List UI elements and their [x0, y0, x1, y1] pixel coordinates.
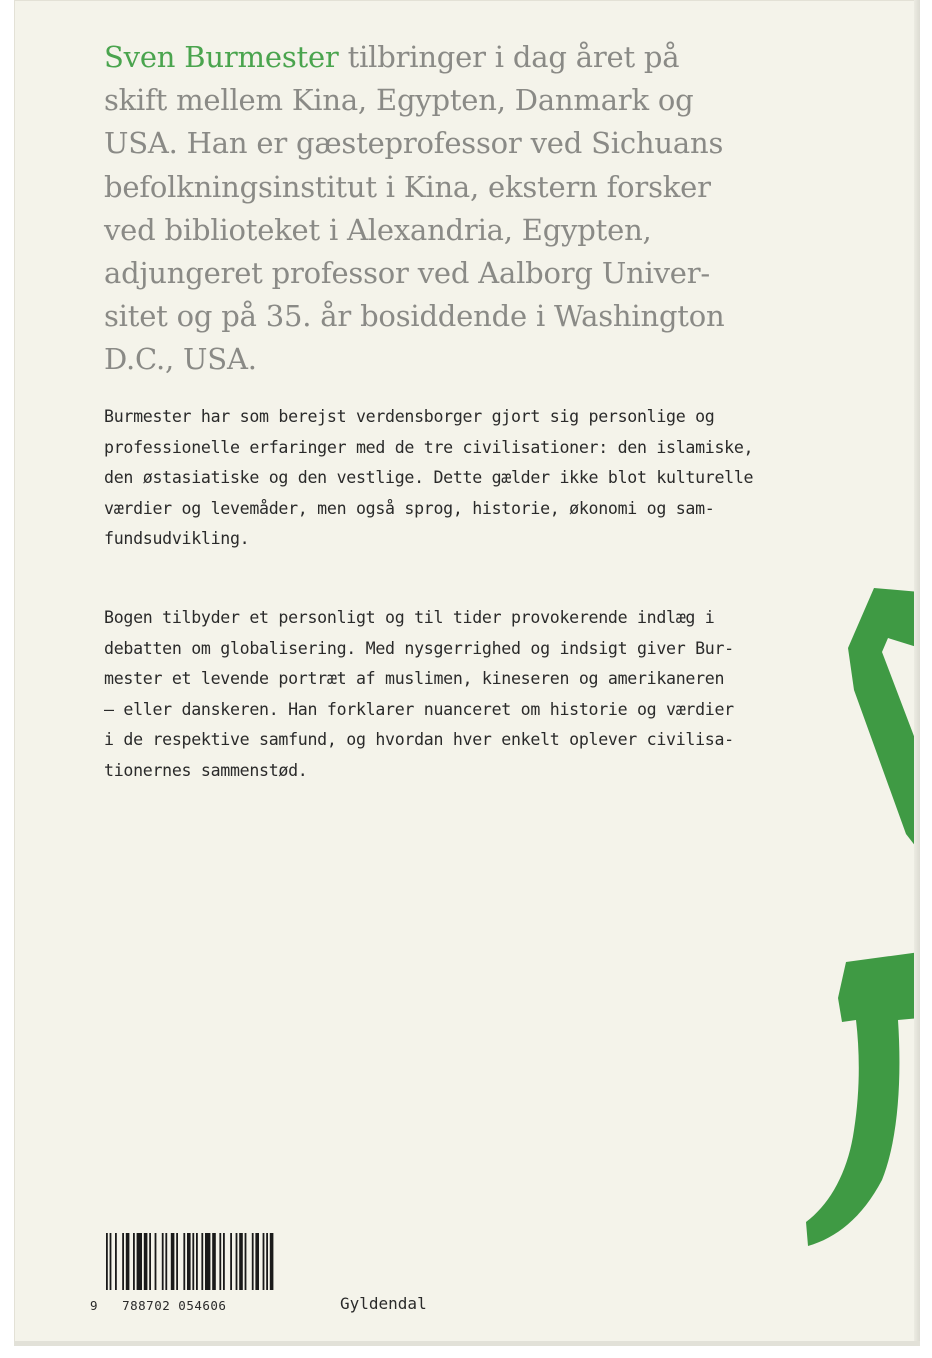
barcode-bar: [176, 1233, 178, 1290]
bio-line-6: adjungeret professor ved Aalborg Univer-: [104, 256, 711, 291]
barcode-bar: [212, 1233, 216, 1290]
bio-line-3: USA. Han er gæsteprofessor ved Sichuans: [104, 126, 724, 161]
barcode-bar: [201, 1233, 203, 1290]
barcode-bar: [263, 1233, 265, 1290]
bio-line-7: sitet og på 35. år bosiddende i Washington: [104, 299, 725, 334]
text-line: fundsudvikling.: [104, 529, 250, 549]
author-name: Sven Burmester: [104, 40, 339, 74]
text-line: værdier og levemåder, men også sprog, historie, økonomi og sam-: [104, 498, 715, 518]
barcode-bar: [266, 1233, 268, 1290]
barcode-bar: [115, 1233, 117, 1290]
barcode-bar: [223, 1233, 225, 1290]
barcode-bar: [171, 1233, 175, 1290]
glyph-upper-stroke: [848, 588, 920, 852]
text-line: professionelle erfaringer med de tre civilisationer: den islamiske,: [104, 437, 754, 457]
barcode-bar: [255, 1233, 259, 1290]
bio-line-1: Sven Burmester tilbringer i dag året på: [104, 40, 680, 74]
barcode-bar: [270, 1233, 274, 1290]
bio-line-2: skift mellem Kina, Egypten, Danmark og: [104, 83, 694, 118]
text-line: den østasiatiske og den vestlige. Dette gælder ikke blot kulturelle: [104, 468, 754, 488]
text-line: i de respektive samfund, og hvordan hver enkelt oplever civilisa-: [104, 730, 734, 750]
text-line: debatten om globalisering. Med nysgerrighed og indsigt giver Bur-: [104, 638, 734, 658]
barcode-bar: [245, 1233, 247, 1290]
barcode-bar: [192, 1233, 194, 1290]
barcode: [106, 1233, 342, 1290]
barcode-bar: [144, 1233, 148, 1290]
barcode-bar: [133, 1233, 135, 1290]
barcode-bar: [230, 1233, 232, 1290]
barcode-bar: [183, 1233, 185, 1290]
description-paragraph-2: [104, 603, 804, 787]
barcode-bar: [162, 1233, 164, 1290]
bio-line-4: befolkningsinstitut i Kina, ekstern forsker: [104, 169, 711, 204]
barcode-bar: [110, 1233, 112, 1290]
glyph-lower-stroke: [806, 952, 920, 1246]
cover-edge: [14, 1341, 920, 1346]
barcode-bar: [205, 1233, 210, 1290]
description-paragraph-1: [104, 402, 804, 555]
text-line: Bogen tilbyder et personligt og til tider provokerende indlæg i: [104, 608, 715, 627]
barcode-bar: [126, 1233, 130, 1290]
barcode-bar: [187, 1233, 191, 1290]
text-line: Burmester har som berejst verdensborger gjort sig personlige og: [104, 407, 715, 426]
barcode-bar: [239, 1233, 243, 1290]
barcode-bar: [122, 1233, 124, 1290]
bio-line-5: ved biblioteket i Alexandria, Egypten,: [104, 212, 652, 247]
text-line: tionernes sammenstød.: [104, 760, 308, 780]
barcode-bar: [106, 1233, 108, 1290]
arabic-calligraphy-glyph: [790, 0, 920, 1346]
barcode-bar: [219, 1233, 221, 1290]
cover-edge: [914, 0, 920, 1346]
barcode-bar: [137, 1233, 142, 1290]
barcode-bar: [155, 1233, 157, 1290]
bio-line-8: D.C., USA.: [104, 342, 257, 377]
author-bio: [104, 36, 824, 382]
publisher-name: Gyldendal: [340, 1294, 427, 1313]
barcode-bar: [236, 1233, 238, 1290]
book-back-cover: [14, 0, 920, 1346]
isbn-number: 9 788702 054606: [90, 1298, 227, 1313]
barcode-bar: [149, 1233, 151, 1290]
barcode-bar: [165, 1233, 167, 1290]
barcode-bar: [252, 1233, 254, 1290]
text-line: – eller danskeren. Han forklarer nuanceret om historie og værdier: [104, 699, 734, 719]
barcode-bar: [196, 1233, 198, 1290]
text-line: mester et levende portræt af muslimen, kineseren og amerikaneren: [104, 669, 725, 689]
